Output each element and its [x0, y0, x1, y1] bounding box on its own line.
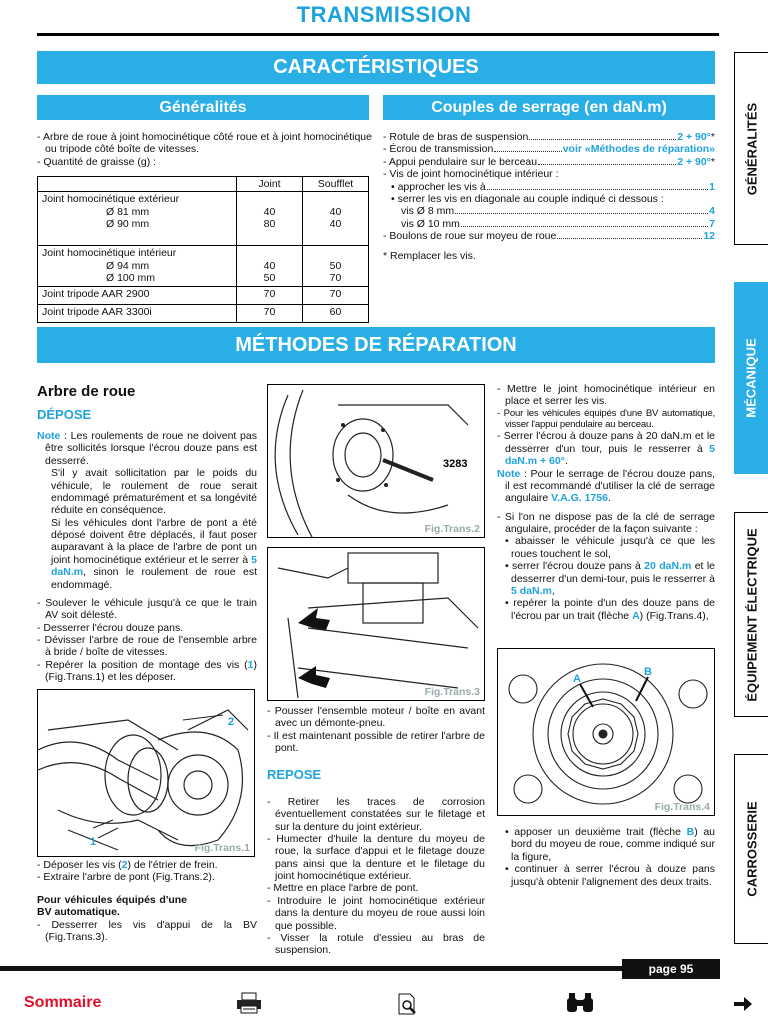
step: • continuer à serrer l'écrou à douze pans jusqu'à obtenir l'alignement des deux traits.	[505, 863, 715, 888]
gen-line: - Arbre de roue à joint homocinétique côté roue et à joint homocinétique ou tripode côté boîte de vitesses.	[37, 131, 372, 156]
value: A	[632, 609, 640, 622]
torque-value: 7	[709, 217, 715, 230]
step: - Extraire l'arbre de pont (Fig.Trans.2).	[37, 871, 215, 884]
step: - Soulever le véhicule jusqu'à ce que le train AV soit délesté.	[37, 596, 257, 622]
section-caracteristiques: CARACTÉRISTIQUES	[37, 51, 715, 84]
tab-mecanique[interactable]	[734, 282, 768, 474]
step: - Serrer l'écrou à douze pans à 20 daN.m et le desserrer d'un tour, puis le resserrer à	[497, 430, 715, 455]
cell: 40	[329, 218, 342, 231]
tab-label: MÉCANIQUE	[743, 338, 759, 418]
step: • repérer la pointe d'un des douze pans de l'écrou par un trait (flèche	[505, 597, 715, 622]
tab-carrosserie[interactable]	[734, 754, 768, 944]
torque-line	[383, 205, 715, 217]
row-sub: Ø 94 mm	[106, 259, 150, 272]
gen-line: - Quantité de graisse (g) :	[37, 155, 157, 168]
step: - Humecter d'huile la denture du moyeu de roue, la surface d'appui et le filetage douze pans ainsi que la denture et le filetage du joint homocinétique extérieur.	[267, 832, 485, 883]
table-header: Joint	[237, 177, 303, 192]
figure-3-drawing	[268, 548, 485, 701]
figure-trans-1	[37, 689, 255, 857]
torque-value: 4	[709, 205, 715, 218]
cell: 50	[263, 272, 276, 285]
value: B	[686, 826, 695, 838]
tab-equipement-electrique[interactable]	[734, 512, 768, 717]
step: ) (Fig.Trans.1) et les déposer.	[45, 658, 257, 684]
step: - Visser la rotule d'essieu au bras de suspension.	[267, 931, 485, 957]
torque-label: vis Ø 8 mm	[401, 205, 455, 218]
row-label: Joint homocinétique intérieur	[42, 247, 177, 260]
bottom-rule	[0, 966, 720, 971]
row-label: Joint tripode AAR 3300i	[38, 304, 237, 322]
value: 20 daN.m	[644, 560, 692, 573]
torque-label: • approcher les vis à	[391, 180, 486, 193]
column-3	[497, 383, 715, 622]
section-couples: Couples de serrage (en daN.m)	[383, 95, 715, 120]
table-row	[38, 286, 369, 304]
torque-value: 1	[709, 180, 715, 193]
figure-4-drawing	[498, 649, 715, 816]
sommaire-link[interactable]: Sommaire	[24, 994, 102, 1011]
marker-1: 1	[90, 836, 97, 848]
tab-label: GÉNÉRALITÉS	[743, 102, 759, 195]
figure-label: Fig.Trans.3	[424, 685, 480, 698]
step: - Mettre en place l'arbre de pont.	[267, 882, 419, 895]
tab-label: ÉQUIPEMENT ÉLECTRIQUE	[743, 527, 759, 702]
step: - Desserrer les vis d'appui de la BV (Fig.Trans.3).	[37, 918, 257, 943]
torque-line: - Vis de joint homocinétique intérieur :	[383, 168, 559, 181]
torque-note: * Remplacer les vis.	[383, 250, 476, 263]
note-text: : Pour le serrage de l'écrou douze pans, il est recommandé d'utiliser la clé de serrage angulaire	[505, 467, 715, 505]
torque-suffix: *	[710, 155, 715, 168]
column-1	[37, 383, 257, 684]
cell: 40	[263, 259, 276, 272]
step: ) de l'étrier de frein.	[127, 859, 218, 871]
row-sub: Ø 90 mm	[106, 218, 150, 231]
step: - Desserrer l'écrou douze pans.	[37, 621, 184, 634]
cell: 60	[303, 304, 369, 322]
note-label: Note	[497, 467, 521, 480]
table-row	[38, 304, 369, 322]
value: 5 daN.m	[51, 553, 257, 579]
torque-label: - Boulons de roue sur moyeu de roue	[383, 230, 557, 242]
arrow-a: A	[573, 673, 581, 685]
torque-label: - Rotule de bras de suspension	[383, 131, 529, 143]
torque-value: 12	[703, 230, 715, 242]
note-text: : Les roulements de roue ne doivent pas être sollicités lorsque l'écrou douze pans est desserré.	[45, 430, 257, 467]
step: et le desserrer d'un demi-tour, puis le resserrer à	[511, 560, 716, 585]
value: 2	[121, 859, 128, 871]
figure-1-drawing	[38, 690, 255, 857]
column-1-bottom	[37, 859, 257, 943]
page-title: TRANSMISSION	[296, 2, 472, 27]
value: V.A.G. 1756	[551, 492, 608, 505]
tool-number: 3283	[443, 458, 468, 470]
step: • abaisser le véhicule jusqu'à ce que les roues touchent le sol,	[505, 535, 715, 560]
torque-line	[383, 156, 715, 168]
step: - Si l'on ne dispose pas de la clé de serrage angulaire, procéder de la façon suivante :	[497, 510, 715, 535]
page-number: page 95	[622, 959, 720, 979]
value: 5 daN.m + 60°	[505, 442, 715, 468]
table-header	[38, 177, 237, 192]
cell: 50	[329, 259, 342, 272]
table-row	[38, 192, 369, 246]
section-methodes: MÉTHODES DE RÉPARATION	[37, 327, 715, 363]
step: - Introduire le joint homocinétique extérieur dans la denture du moyeu de roue aussi loin que possible.	[267, 894, 485, 932]
tab-generalites[interactable]	[734, 52, 768, 245]
arrow-b: B	[644, 666, 652, 678]
torque-line	[383, 143, 715, 155]
step: - Déposer les vis (	[37, 859, 122, 871]
top-rule	[37, 33, 719, 36]
cell: 70	[237, 304, 303, 322]
figure-label: Fig.Trans.4	[654, 800, 710, 813]
step: ,	[551, 584, 555, 597]
binoculars-icon[interactable]	[565, 992, 595, 1017]
torque-line	[383, 181, 715, 193]
tab-label: CARROSSERIE	[743, 801, 759, 897]
step: - Mettre le joint homocinétique intérieur en place et serrer les vis.	[497, 383, 715, 408]
paragraph: S'il y avait sollicitation par le poids du véhicule, le roulement de roue serait endommagé prématurément et sa longévité réduite en conséquence.	[51, 467, 257, 517]
table-row	[38, 246, 369, 286]
torque-suffix: *	[710, 131, 715, 143]
paragraph: , sinon le roulement de roue est endommagé.	[51, 566, 257, 591]
step: - Pousser l'ensemble moteur / boîte en avant avec un démonte-pneu.	[267, 705, 485, 730]
marker-2: 2	[228, 716, 235, 728]
row-label: Joint tripode AAR 2900	[38, 286, 237, 304]
torque-line	[383, 230, 715, 242]
note-text: .	[607, 492, 611, 505]
section-generalites: Généralités	[37, 95, 369, 120]
cell: 70	[329, 272, 342, 285]
step: • apposer un deuxième trait (flèche	[505, 826, 687, 838]
paragraph: Si les véhicules dont l'arbre de pont a été déposé doivent être déplacés, il faut poser auparavant à la place de l'arbre de pont un joint homocinétique extérieur et le serrer à	[51, 516, 257, 566]
note-label: Note	[37, 430, 61, 443]
figure-2-drawing	[268, 385, 485, 538]
value: 5 daN.m	[511, 584, 552, 597]
torque-label: vis Ø 10 mm	[401, 217, 460, 230]
step: • serrer l'écrou douze pans à	[505, 560, 645, 573]
step: - Retirer les traces de corrosion éventuellement constatées sur le filetage et sur la denture du joint extérieur.	[267, 795, 485, 833]
couples-text	[383, 131, 715, 263]
search-page-icon[interactable]	[396, 992, 420, 1019]
torque-label: - Écrou de transmission	[383, 143, 494, 156]
column-2	[267, 705, 485, 957]
step: - Pour les véhicules équipés d'une BV automatique, visser l'appui pendulaire au berceau.	[497, 407, 715, 431]
heading-depose: DÉPOSE	[37, 406, 92, 422]
torque-value: voir «Méthodes de réparation»	[562, 143, 715, 156]
step: - Il est maintenant possible de retirer l'arbre de pont.	[267, 729, 485, 755]
torque-label: - Appui pendulaire sur le berceau	[383, 155, 538, 168]
table-header: Soufflet	[303, 177, 369, 192]
column-3-bottom	[497, 826, 715, 888]
row-sub: Ø 100 mm	[106, 272, 156, 285]
torque-value: 2 + 90°	[677, 155, 711, 168]
step: .	[564, 455, 568, 468]
cell: 40	[329, 205, 342, 218]
heading-arbre: Arbre de roue	[37, 383, 136, 400]
cell: 70	[303, 286, 369, 304]
step: - Repérer la position de montage des vis (	[37, 658, 248, 671]
figure-label: Fig.Trans.1	[194, 841, 250, 854]
step: ) (Fig.Trans.4),	[639, 609, 709, 622]
cell: 70	[237, 286, 303, 304]
next-arrow-icon[interactable]	[733, 996, 753, 1015]
step: - Dévisser l'arbre de roue de l'ensemble arbre à bride / boîte de vitesses.	[37, 634, 257, 659]
generalites-text	[37, 131, 372, 168]
figure-trans-4	[497, 648, 715, 816]
heading-repose: REPOSE	[267, 766, 322, 782]
step: ) au bord du moyeu de roue, comme indiqué sur la figure,	[511, 826, 716, 863]
torque-line	[383, 218, 715, 230]
torque-line: • serrer les vis en diagonale au couple indiqué ci dessous :	[391, 192, 664, 205]
row-label: Joint homocinétique extérieur	[42, 193, 180, 206]
figure-trans-3	[267, 547, 485, 701]
row-sub: Ø 81 mm	[106, 205, 150, 218]
subheading-bv: Pour véhicules équipés d'une BV automatique.	[37, 893, 187, 919]
value: 1	[247, 658, 254, 671]
cell: 80	[263, 218, 276, 231]
torque-line	[383, 131, 715, 143]
cell: 40	[263, 205, 276, 218]
torque-value: 2 + 90°	[677, 131, 711, 143]
figure-label: Fig.Trans.2	[424, 522, 480, 535]
grease-table	[37, 176, 369, 323]
figure-trans-2	[267, 384, 485, 538]
print-icon[interactable]	[236, 992, 262, 1017]
